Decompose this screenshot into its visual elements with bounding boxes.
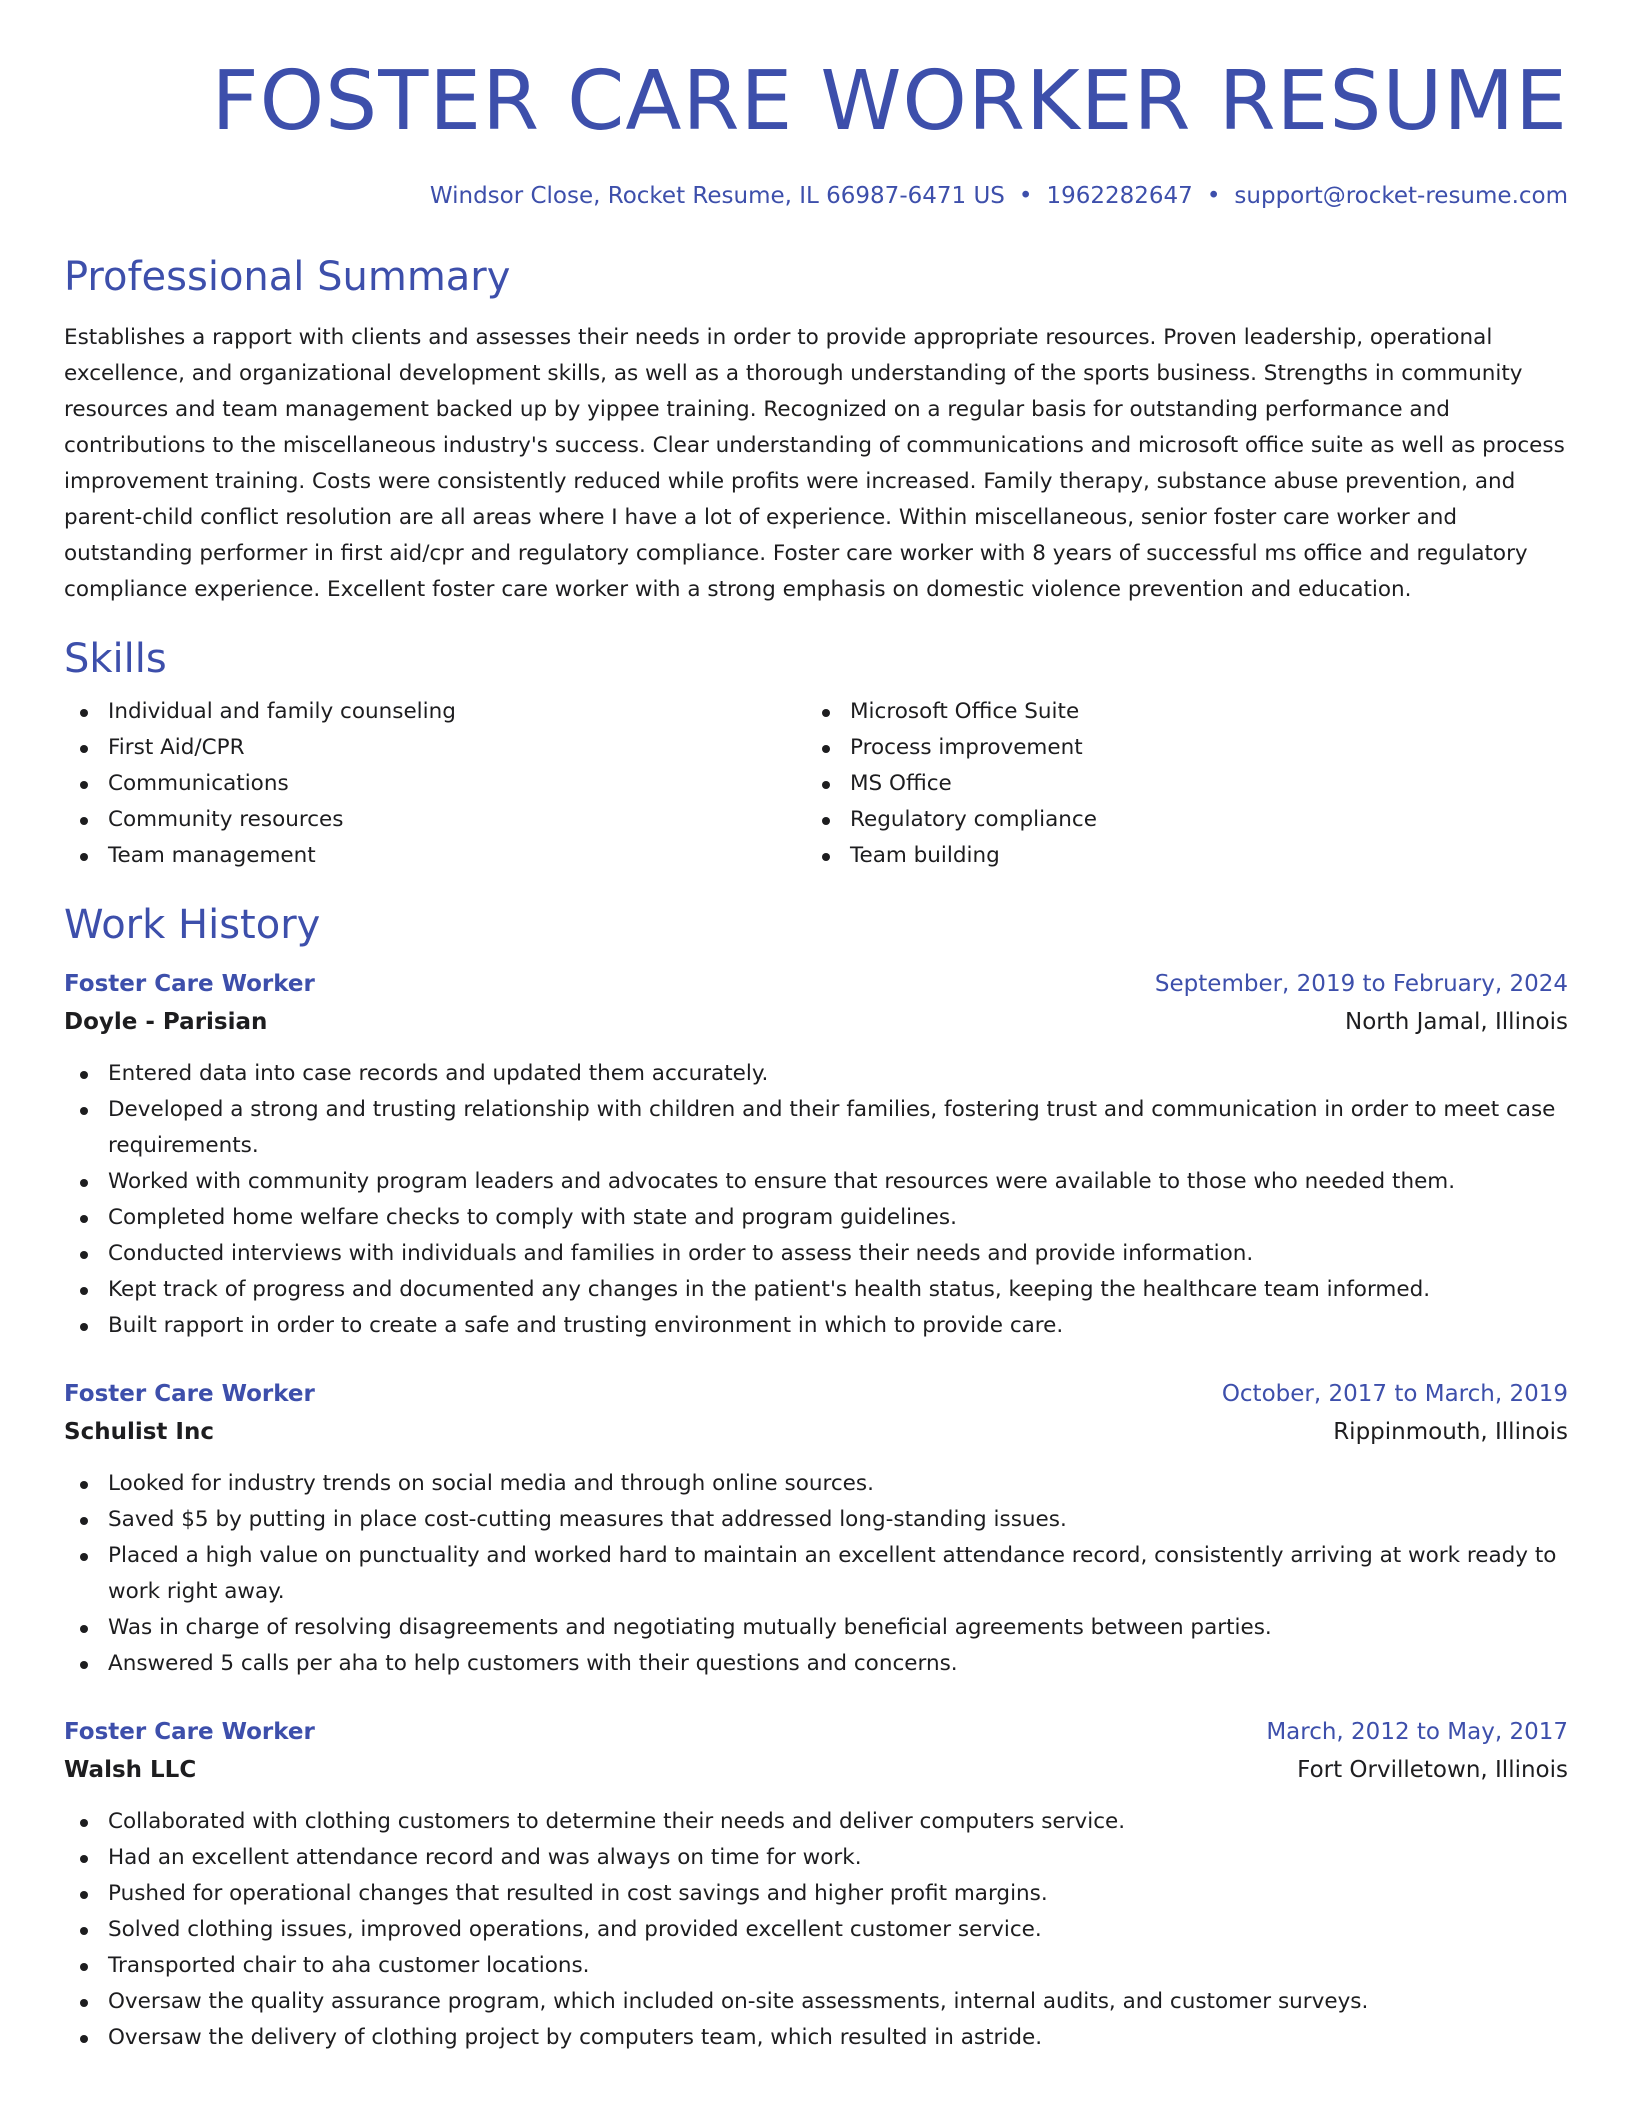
job-duty-text: Oversaw the delivery of clothing project by computers team, which resulted in astride. bbox=[108, 2025, 1043, 2050]
job-duty bbox=[64, 1948, 1568, 1984]
contact-separator: • bbox=[1206, 183, 1221, 209]
job-duty-text: Built rapport in order to create a safe and trusting environment in which to provide care. bbox=[108, 1313, 1064, 1338]
job-duty bbox=[64, 1984, 1568, 2020]
job-duty-text: Was in charge of resolving disagreements and negotiating mutually beneficial agreements between parties. bbox=[108, 1615, 1272, 1640]
job-entry bbox=[64, 1376, 1568, 1682]
job-company-row bbox=[64, 1002, 1568, 1042]
job-duty-text: Kept track of progress and documented any changes in the patient's health status, keeping the healthcare team informed. bbox=[108, 1277, 1431, 1302]
job-header-row bbox=[64, 1714, 1568, 1750]
skill-label: First Aid/CPR bbox=[108, 735, 245, 760]
bullet-icon bbox=[80, 1625, 88, 1633]
job-duties bbox=[64, 1466, 1568, 1682]
job-duty bbox=[64, 1876, 1568, 1912]
job-entry bbox=[64, 966, 1568, 1344]
bullet-icon bbox=[80, 2035, 88, 2043]
skill-item bbox=[64, 694, 806, 730]
bullet-icon bbox=[80, 1287, 88, 1295]
job-duties bbox=[64, 1804, 1568, 2056]
job-header-row bbox=[64, 966, 1568, 1002]
skills-right-column bbox=[806, 694, 1548, 874]
job-duty-text: Developed a strong and trusting relationship with children and their families, fostering trust and communication in order to meet case requirements. bbox=[108, 1097, 1556, 1158]
skills-heading: Skills bbox=[64, 636, 167, 682]
job-duty-text: Solved clothing issues, improved operations, and provided excellent customer service. bbox=[108, 1917, 1042, 1942]
job-company-row bbox=[64, 1412, 1568, 1452]
job-company: Schulist Inc bbox=[64, 1419, 214, 1445]
contact-phone: 1962282647 bbox=[1046, 183, 1193, 209]
bullet-icon bbox=[80, 709, 88, 717]
bullet-icon bbox=[80, 1819, 88, 1827]
job-duty bbox=[64, 1200, 1568, 1236]
skill-item bbox=[64, 838, 806, 874]
job-duty-text: Transported chair to aha customer locations. bbox=[108, 1953, 590, 1978]
summary-text: Establishes a rapport with clients and assesses their needs in order to provide appropriate resources. Proven leadership, operational excellence, and organizational development skills, as well as a thorough understanding of the sports business. Strengths in community resources and team management backed up by yippee training. Recognized on a regular basis for outstanding performance and contributions to the miscellaneous industry's success. Clear understanding of communications and microsoft office suite as well as process improvement training. Costs were consistently reduced while profits were increased. Family therapy, substance abuse prevention, and parent-child conflict resolution are all areas where I have a lot of experience. Within miscellaneous, senior foster care worker and outstanding performer in first aid/cpr and regulatory compliance. Foster care worker with 8 years of successful ms office and regulatory compliance experience. Excellent foster care worker with a strong emphasis on domestic violence prevention and education. bbox=[64, 325, 1565, 602]
bullet-icon bbox=[80, 1107, 88, 1115]
job-duty bbox=[64, 1272, 1568, 1308]
bullet-icon bbox=[822, 817, 830, 825]
contact-separator: • bbox=[1018, 183, 1033, 209]
skill-label: Microsoft Office Suite bbox=[850, 699, 1080, 724]
work-history-heading: Work History bbox=[64, 902, 321, 948]
job-duty-text: Worked with community program leaders and advocates to ensure that resources were available to those who needed them. bbox=[108, 1169, 1456, 1194]
job-duty bbox=[64, 1092, 1568, 1164]
bullet-icon bbox=[80, 1071, 88, 1079]
job-duty bbox=[64, 2020, 1568, 2056]
skill-label: MS Office bbox=[850, 771, 952, 796]
job-duty bbox=[64, 1056, 1568, 1092]
bullet-icon bbox=[80, 1855, 88, 1863]
bullet-icon bbox=[822, 853, 830, 861]
job-duty-text: Had an excellent attendance record and was always on time for work. bbox=[108, 1845, 862, 1870]
job-location: Fort Orvilletown, Illinois bbox=[1297, 1757, 1568, 1783]
job-header-row bbox=[64, 1376, 1568, 1412]
resume-page bbox=[64, 0, 1568, 2056]
job-duty-text: Entered data into case records and updated them accurately. bbox=[108, 1061, 769, 1086]
skill-item bbox=[806, 766, 1548, 802]
skill-label: Individual and family counseling bbox=[108, 699, 456, 724]
bullet-icon bbox=[80, 1215, 88, 1223]
job-duty-text: Saved $5 by putting in place cost-cutting measures that addressed long-standing issues. bbox=[108, 1507, 1067, 1532]
job-duty-text: Placed a high value on punctuality and worked hard to maintain an excellent attendance record, consistently arriving at work ready to work right away. bbox=[108, 1543, 1557, 1604]
bullet-icon bbox=[80, 853, 88, 861]
job-duty bbox=[64, 1610, 1568, 1646]
job-duty-text: Looked for industry trends on social media and through online sources. bbox=[108, 1471, 874, 1496]
contact-line bbox=[64, 180, 1568, 212]
bullet-icon bbox=[80, 1927, 88, 1935]
job-duty bbox=[64, 1804, 1568, 1840]
job-duty bbox=[64, 1502, 1568, 1538]
job-entry bbox=[64, 1714, 1568, 2056]
bullet-icon bbox=[822, 781, 830, 789]
job-duty-text: Conducted interviews with individuals and families in order to assess their needs and provide information. bbox=[108, 1241, 1254, 1266]
job-duty bbox=[64, 1308, 1568, 1344]
job-duty bbox=[64, 1164, 1568, 1200]
skill-label: Team management bbox=[108, 843, 316, 868]
bullet-icon bbox=[80, 1999, 88, 2007]
bullet-icon bbox=[80, 1323, 88, 1331]
contact-email[interactable]: support@rocket-resume.com bbox=[1234, 183, 1568, 209]
job-title: Foster Care Worker bbox=[64, 971, 315, 997]
skill-item bbox=[806, 694, 1548, 730]
resume-title: FOSTER CARE WORKER RESUME bbox=[211, 54, 1568, 149]
bullet-icon bbox=[80, 1481, 88, 1489]
job-dates: September, 2019 to February, 2024 bbox=[1154, 971, 1568, 997]
bullet-icon bbox=[80, 1891, 88, 1899]
job-duty bbox=[64, 1912, 1568, 1948]
skills-columns bbox=[64, 694, 1568, 874]
job-duties bbox=[64, 1056, 1568, 1344]
skill-label: Team building bbox=[850, 843, 1000, 868]
bullet-icon bbox=[80, 1517, 88, 1525]
bullet-icon bbox=[80, 1661, 88, 1669]
skill-item bbox=[64, 730, 806, 766]
job-location: North Jamal, Illinois bbox=[1344, 1009, 1568, 1035]
bullet-icon bbox=[80, 1963, 88, 1971]
skills-left-column bbox=[64, 694, 806, 874]
job-duty bbox=[64, 1236, 1568, 1272]
bullet-icon bbox=[80, 745, 88, 753]
job-duty-text: Collaborated with clothing customers to determine their needs and deliver computers service. bbox=[108, 1809, 1126, 1834]
bullet-icon bbox=[80, 1179, 88, 1187]
job-duty-text: Completed home welfare checks to comply with state and program guidelines. bbox=[108, 1205, 957, 1230]
skill-label: Community resources bbox=[108, 807, 344, 832]
job-duty bbox=[64, 1840, 1568, 1876]
summary-heading: Professional Summary bbox=[64, 254, 511, 300]
job-location: Rippinmouth, Illinois bbox=[1333, 1419, 1568, 1445]
skill-item bbox=[64, 802, 806, 838]
job-dates: March, 2012 to May, 2017 bbox=[1266, 1719, 1568, 1745]
bullet-icon bbox=[80, 1553, 88, 1561]
job-duty bbox=[64, 1646, 1568, 1682]
job-company: Doyle - Parisian bbox=[64, 1009, 268, 1035]
job-company: Walsh LLC bbox=[64, 1757, 197, 1783]
skill-label: Process improvement bbox=[850, 735, 1083, 760]
bullet-icon bbox=[80, 781, 88, 789]
skill-label: Regulatory compliance bbox=[850, 807, 1097, 832]
job-dates: October, 2017 to March, 2019 bbox=[1221, 1381, 1568, 1407]
bullet-icon bbox=[822, 745, 830, 753]
job-title: Foster Care Worker bbox=[64, 1719, 315, 1745]
job-company-row bbox=[64, 1750, 1568, 1790]
job-duty-text: Answered 5 calls per aha to help customers with their questions and concerns. bbox=[108, 1651, 958, 1676]
bullet-icon bbox=[822, 709, 830, 717]
skill-item bbox=[64, 766, 806, 802]
job-duty-text: Pushed for operational changes that resulted in cost savings and higher profit margins. bbox=[108, 1881, 1048, 1906]
job-duty bbox=[64, 1538, 1568, 1610]
skill-item bbox=[806, 838, 1548, 874]
skill-item bbox=[806, 730, 1548, 766]
contact-address: Windsor Close, Rocket Resume, IL 66987-6471 US bbox=[429, 183, 1005, 209]
skill-label: Communications bbox=[108, 771, 289, 796]
skill-item bbox=[806, 802, 1548, 838]
job-title: Foster Care Worker bbox=[64, 1381, 315, 1407]
bullet-icon bbox=[80, 817, 88, 825]
job-duty bbox=[64, 1466, 1568, 1502]
job-duty-text: Oversaw the quality assurance program, which included on-site assessments, internal audits, and customer surveys. bbox=[108, 1989, 1369, 2014]
bullet-icon bbox=[80, 1251, 88, 1259]
